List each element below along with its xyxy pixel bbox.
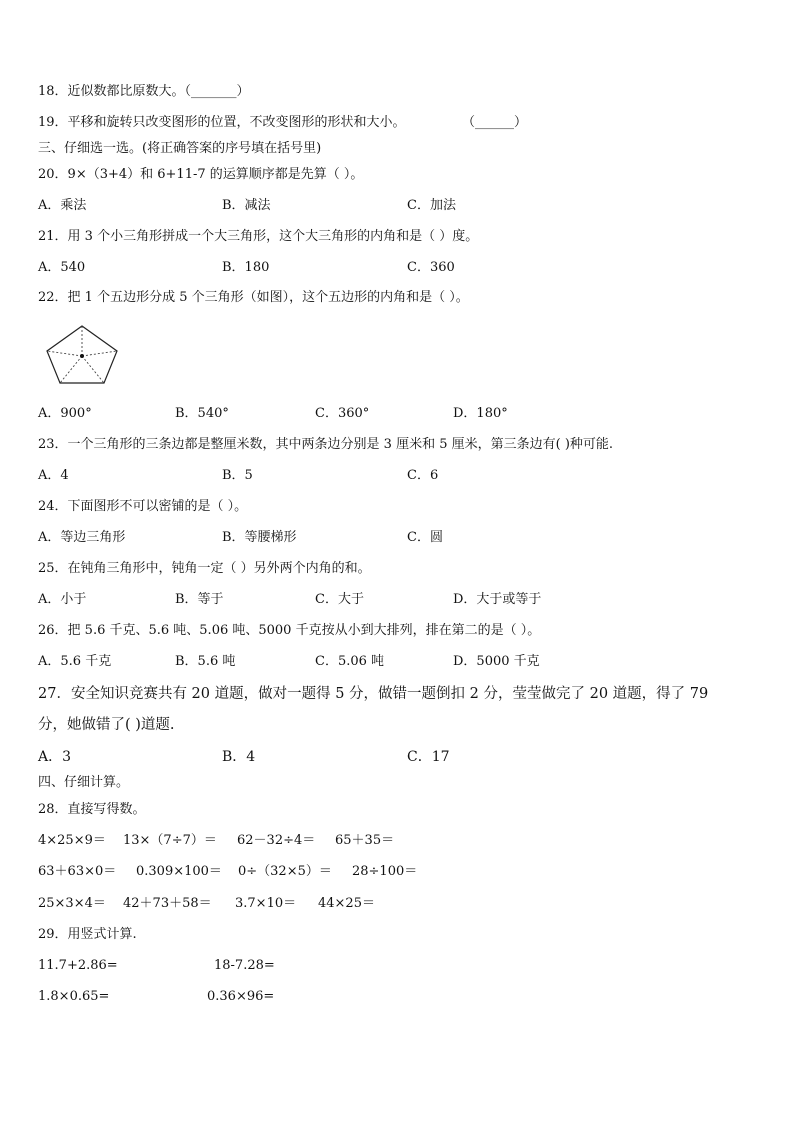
- question-20-option-c: C．加法: [407, 198, 456, 213]
- question-22-option-c: C．360°: [315, 406, 370, 421]
- calc-item: 42＋73＋58＝: [123, 896, 212, 911]
- question-23-option-a: A．4: [38, 468, 69, 483]
- pentagon-center-dot: [80, 354, 84, 358]
- vertical-calc-item: 11.7+2.86=: [38, 958, 118, 973]
- vertical-calc-item: 18-7.28=: [214, 958, 275, 973]
- question-27-option-c: C．17: [407, 749, 450, 765]
- question-24-option-c: C．圆: [407, 530, 443, 545]
- question-24-option-b: B．等腰梯形: [222, 530, 297, 545]
- question-26-option-a: A．5.6 千克: [38, 654, 112, 669]
- question-22-option-a: A．900°: [38, 406, 92, 421]
- calc-item: 25×3×4＝: [38, 896, 106, 911]
- question-25-option-d: D．大于或等于: [453, 592, 542, 607]
- question-26: 26．把 5.6 千克、5.6 吨、5.06 吨、5000 千克按从小到大排列，排在第二的是（ ）。: [38, 623, 541, 638]
- question-22-option-b: B．540°: [175, 406, 229, 421]
- question-26-option-b: B．5.6 吨: [175, 654, 236, 669]
- question-22-option-d: D．180°: [453, 406, 508, 421]
- question-21-option-b: B．180: [222, 260, 270, 275]
- question-27-option-a: A．3: [38, 749, 72, 765]
- question-26-option-c: C．5.06 吨: [315, 654, 385, 669]
- question-25: 25．在钝角三角形中，钝角一定（ ）另外两个内角的和。: [38, 561, 371, 576]
- question-28: 28．直接写得数。: [38, 802, 146, 817]
- calc-item: 4×25×9＝: [38, 833, 106, 848]
- question-26-option-d: D．5000 千克: [453, 654, 540, 669]
- section-3-heading: 三、仔细选一选。(将正确答案的序号填在括号里): [38, 141, 322, 156]
- question-20-option-a: A．乘法: [38, 198, 87, 213]
- question-25-option-a: A．小于: [38, 592, 87, 607]
- question-23-option-c: C．6: [407, 468, 439, 483]
- question-21-option-c: C．360: [407, 260, 455, 275]
- calc-item: 28÷100＝: [352, 864, 418, 879]
- question-20: 20．9×（3+4）和 6+11-7 的运算顺序都是先算（ ）。: [38, 167, 364, 182]
- question-23-option-b: B．5: [222, 468, 253, 483]
- question-21: 21．用 3 个小三角形拼成一个大三角形，这个大三角形的内角和是（ ）度。: [38, 229, 479, 244]
- calc-item: 65＋35＝: [335, 833, 395, 848]
- question-18: 18．近似数都比原数大。（_______）: [38, 84, 250, 99]
- question-27-option-b: B．4: [222, 749, 256, 765]
- calc-item: 62－32÷4＝: [237, 833, 316, 848]
- vertical-calc-item: 0.36×96=: [207, 989, 275, 1004]
- calc-item: 13×（7÷7）＝: [123, 833, 217, 848]
- question-24-option-a: A．等边三角形: [38, 530, 126, 545]
- question-20-option-b: B．减法: [222, 198, 271, 213]
- question-19: 19．平移和旋转只改变图形的位置，不改变图形的形状和大小。: [38, 115, 406, 130]
- question-25-option-b: B．等于: [175, 592, 224, 607]
- question-23: 23．一个三角形的三条边都是整厘米数，其中两条边分别是 3 厘米和 5 厘米，第三条边有( )种可能.: [38, 437, 614, 452]
- calc-item: 44×25＝: [318, 896, 375, 911]
- vertical-calc-item: 1.8×0.65=: [38, 989, 110, 1004]
- calc-item: 63＋63×0＝: [38, 864, 117, 879]
- calc-item: 0÷（32×5）＝: [238, 864, 332, 879]
- question-21-option-a: A．540: [38, 260, 86, 275]
- question-25-option-c: C．大于: [315, 592, 364, 607]
- calc-item: 3.7×10＝: [235, 896, 297, 911]
- question-22: 22．把 1 个五边形分成 5 个三角形（如图），这个五边形的内角和是（ ）。: [38, 290, 469, 305]
- question-24: 24．下面图形不可以密铺的是（ ）。: [38, 499, 248, 514]
- question-29: 29．用竖式计算.: [38, 927, 137, 942]
- question-27-line-1: 27．安全知识竞赛共有 20 道题，做对一题得 5 分，做错一题倒扣 2 分，莹莹做完了 20 道题，得了 79: [38, 686, 709, 702]
- section-4-heading: 四、仔细计算。: [38, 775, 130, 790]
- question-19-blank: （______）: [462, 115, 528, 130]
- calc-item: 0.309×100＝: [136, 864, 222, 879]
- question-27-line-2: 分，她做错了( )道题.: [38, 717, 175, 733]
- pentagon-figure: [44, 322, 122, 386]
